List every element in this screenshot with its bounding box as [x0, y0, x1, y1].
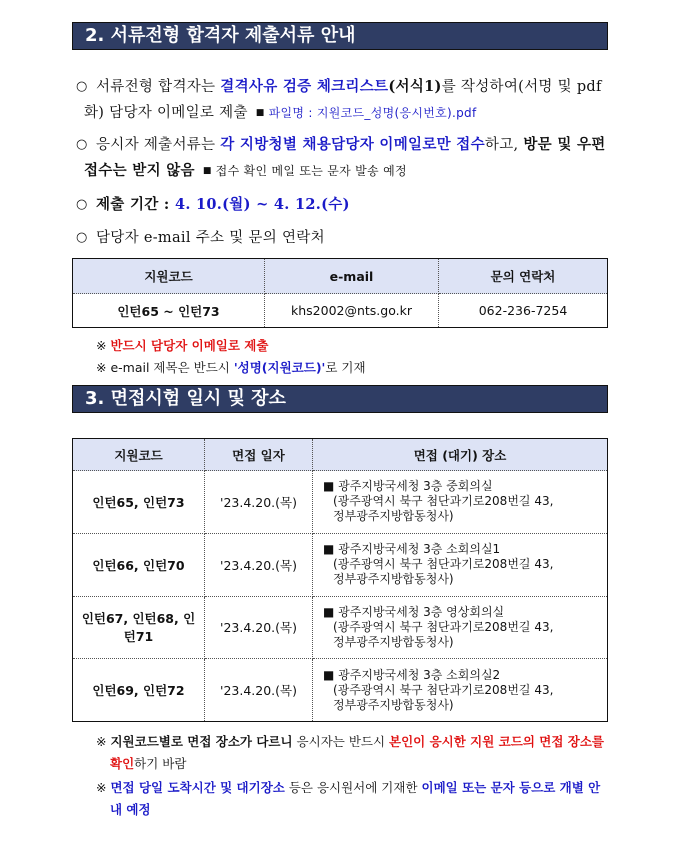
header-cell: 지원코드	[73, 259, 265, 294]
address: (광주광역시 북구 첨단과기로208번길 43,	[333, 682, 554, 697]
address: 정부광주지방합동청사)	[333, 697, 454, 712]
contact-table	[72, 258, 608, 328]
address: (광주광역시 북구 첨단과기로208번길 43,	[333, 557, 554, 572]
circle-bullet-icon: ○	[76, 79, 88, 94]
cell-code: 인턴69, 인턴72	[73, 659, 205, 722]
highlight: 방문 및 우편접수는 받지 않음	[84, 136, 606, 179]
text: 하기 바람	[134, 756, 187, 771]
text: 반드시 담당자 이메일로 제출	[110, 338, 269, 353]
text: 하고,	[484, 137, 519, 153]
cell-date: '23.4.20.(목)	[205, 471, 313, 534]
section-3-header: 3. 면접시험 일시 및 장소	[72, 385, 608, 413]
header-cell: 지원코드	[73, 439, 205, 471]
cell-phone: 062-236-7254	[439, 294, 608, 328]
cell-code: 인턴65, 인턴73	[73, 471, 205, 534]
address: 정부광주지방합동청사)	[333, 572, 454, 587]
cell-date: '23.4.20.(목)	[205, 659, 313, 722]
highlight: 각 지방청별 채용담당자 이메일로만 접수	[220, 136, 485, 153]
text: 등은 응시원서에 기재한	[284, 780, 422, 795]
address: 정부광주지방합동청사)	[333, 634, 454, 649]
bullet-submission	[76, 132, 612, 184]
header-cell: 문의 연락처	[439, 259, 608, 294]
text: 응시자는 반드시	[292, 734, 390, 749]
table-row	[73, 471, 608, 534]
note-mark: ※	[96, 734, 107, 749]
square-bullet-icon: ■	[202, 166, 212, 176]
square-bullet-icon: ■	[323, 667, 335, 682]
highlight: 결격사유 검증 체크리스트	[220, 78, 389, 95]
highlight: 지원코드별로 면접 장소가 다르니	[110, 734, 293, 749]
text: 를 작성하여(서명 및 pdf화) 담당자 이메일로 제출	[84, 79, 602, 121]
highlight: '성명(지원코드)'	[233, 360, 326, 375]
highlight: 이메일 또는 문자 등으로 개별 안내 예정	[110, 780, 601, 817]
cell-code: 인턴67, 인턴68, 인턴71	[73, 596, 205, 659]
label: 제출 기간 :	[96, 196, 175, 213]
cell-place	[313, 596, 608, 659]
square-bullet-icon: ■	[323, 604, 335, 619]
cell-code: 인턴65 ~ 인턴73	[73, 294, 265, 328]
note-location	[96, 731, 610, 775]
note-submit	[96, 335, 268, 357]
table-row	[73, 533, 608, 596]
address: (광주광역시 북구 첨단과기로208번길 43,	[333, 494, 554, 509]
text: 로 기재	[325, 360, 366, 375]
square-bullet-icon: ■	[255, 108, 265, 118]
text: 응시자 제출서류는	[96, 137, 221, 153]
highlight: 면접 당일 도착시간 및 대기장소	[110, 780, 285, 795]
text: 서류전형 합격자는	[96, 79, 221, 95]
square-bullet-icon: ■	[323, 542, 335, 557]
interview-table	[72, 438, 608, 722]
bullet-period	[76, 192, 612, 218]
cell-code: 인턴66, 인턴70	[73, 533, 205, 596]
room: 광주지방국세청 3층 영상회의실	[338, 604, 505, 619]
circle-bullet-icon: ○	[76, 197, 88, 212]
circle-bullet-icon: ○	[76, 137, 88, 152]
cell-place	[313, 659, 608, 722]
room: 광주지방국세청 3층 중회의실	[338, 479, 493, 494]
cell-date: '23.4.20.(목)	[205, 533, 313, 596]
highlight: 본인이 응시한 지원 코드의 면접 장소를 확인	[110, 734, 604, 771]
filename-note: 파일명 : 지원코드_성명(응시번호).pdf	[268, 106, 477, 120]
note-mark: ※	[96, 338, 107, 353]
note-mark: ※	[96, 360, 107, 375]
note-arrival	[96, 777, 610, 821]
section-2-header: 2. 서류전형 합격자 제출서류 안내	[72, 22, 608, 50]
note-mark: ※	[96, 780, 107, 795]
text: 담당자 e-mail 주소 및 문의 연락처	[96, 230, 325, 246]
cell-place	[313, 533, 608, 596]
header-cell: 면접 (대기) 장소	[313, 439, 608, 471]
header-cell: 면접 일자	[205, 439, 313, 471]
note-subject	[96, 357, 366, 379]
cell-date: '23.4.20.(목)	[205, 596, 313, 659]
header-cell: e-mail	[265, 259, 439, 294]
address: 정부광주지방합동청사)	[333, 509, 454, 524]
room: 광주지방국세청 3층 소회의실1	[338, 542, 501, 557]
confirm-note: 접수 확인 메일 또는 문자 발송 예정	[215, 164, 407, 178]
period-value: 4. 10.(월) ~ 4. 12.(수)	[174, 196, 350, 213]
cell-place	[313, 471, 608, 534]
address: (광주광역시 북구 첨단과기로208번길 43,	[333, 619, 554, 634]
circle-bullet-icon: ○	[76, 230, 88, 245]
text: (서식1)	[388, 78, 442, 95]
square-bullet-icon: ■	[323, 479, 335, 494]
table-row	[73, 596, 608, 659]
text: e-mail 제목은 반드시	[110, 360, 234, 375]
bullet-checklist	[76, 74, 612, 126]
table-row	[73, 659, 608, 722]
cell-email[interactable]: khs2002@nts.go.kr	[265, 294, 439, 328]
bullet-contact	[76, 225, 612, 251]
room: 광주지방국세청 3층 소회의실2	[338, 667, 501, 682]
